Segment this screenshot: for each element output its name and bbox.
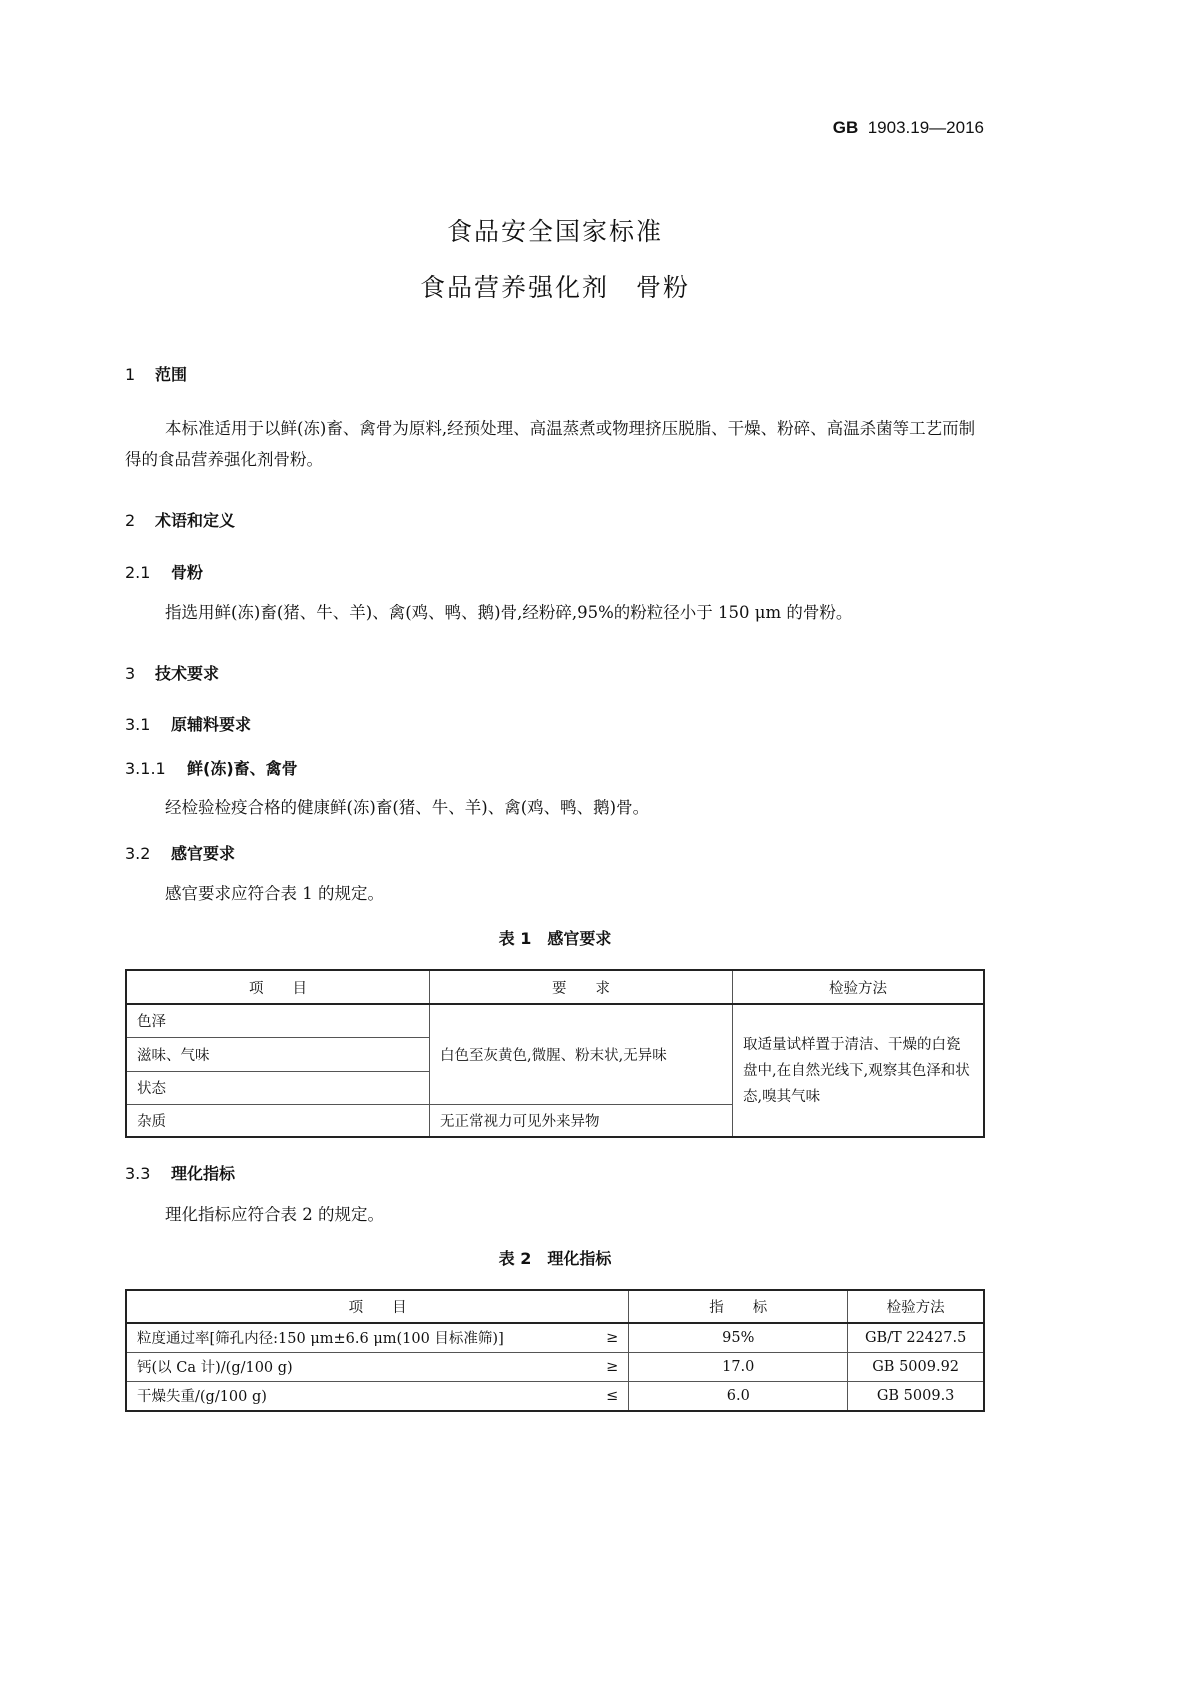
- table-cell: GB 5009.92: [848, 1352, 984, 1381]
- heading-1: 1 范围: [125, 365, 188, 384]
- paragraph-physchem: 理化指标应符合表 2 的规定。: [165, 1205, 384, 1224]
- table1-caption: 表 1 感官要求: [498, 929, 612, 948]
- heading-3-3: 3.3 理化指标: [125, 1164, 236, 1183]
- heading-3-1-1: 3.1.1 鲜(冻)畜、禽骨: [125, 759, 298, 778]
- table-cell: 无正常视力可见外来异物: [430, 1104, 733, 1137]
- table-cell: GB 5009.3: [848, 1381, 984, 1411]
- table-cell: ≥: [590, 1352, 629, 1381]
- document-subtitle: 食品营养强化剂 骨粉: [419, 273, 690, 302]
- table-cell: 白色至灰黄色,微腥、粉末状,无异味: [430, 1004, 733, 1104]
- table-cell: 色泽: [126, 1004, 430, 1037]
- table-header: 指 标: [629, 1290, 848, 1323]
- table-cell: 17.0: [629, 1352, 848, 1381]
- table-cell: ≥: [590, 1323, 629, 1352]
- table-header: 要 求: [430, 970, 733, 1004]
- table-header: 检验方法: [733, 970, 985, 1004]
- table-cell: 滋味、气味: [126, 1037, 430, 1071]
- table-physchem: [125, 1289, 985, 1412]
- table-row: [126, 1352, 984, 1381]
- table2-caption: 表 2 理化指标: [498, 1249, 612, 1268]
- standard-number: GB 1903.19—2016: [832, 118, 984, 137]
- heading-3: 3 技术要求: [125, 664, 220, 683]
- table-cell: 干燥失重/(g/100 g): [126, 1381, 590, 1411]
- paragraph-sensory: 感官要求应符合表 1 的规定。: [165, 884, 384, 903]
- table-cell: 95%: [629, 1323, 848, 1352]
- table-cell: 钙(以 Ca 计)/(g/100 g): [126, 1352, 590, 1381]
- table-row: [126, 1323, 984, 1352]
- table-cell: ≤: [590, 1381, 629, 1411]
- heading-3-2: 3.2 感官要求: [125, 844, 236, 863]
- table-header: 项 目: [126, 970, 430, 1004]
- table-cell: 状态: [126, 1071, 430, 1104]
- paragraph-scope: 本标准适用于以鲜(冻)畜、禽骨为原料,经预处理、高温蒸煮或物理挤压脱脂、干燥、粉碎、高温杀菌等工艺而制得的食品营养强化剂骨粉。: [125, 419, 976, 469]
- table-cell: 取适量试样置于清洁、干燥的白瓷盘中,在自然光线下,观察其色泽和状态,嗅其气味: [733, 1004, 985, 1137]
- table-cell: 杂质: [126, 1104, 430, 1137]
- paragraph-definition: 指选用鲜(冻)畜(猪、牛、羊)、禽(鸡、鸭、鹅)骨,经粉碎,95%的粉粒径小于 150 μm 的骨粉。: [165, 603, 853, 622]
- paragraph-raw-material: 经检验检疫合格的健康鲜(冻)畜(猪、牛、羊)、禽(鸡、鸭、鹅)骨。: [165, 798, 650, 817]
- table-row: [126, 1381, 984, 1411]
- table-header: 检验方法: [848, 1290, 984, 1323]
- heading-2-1: 2.1 骨粉: [125, 563, 204, 582]
- table-header: 项 目: [126, 1290, 629, 1323]
- heading-2: 2 术语和定义: [125, 511, 236, 530]
- table-cell: GB/T 22427.5: [848, 1323, 984, 1352]
- table-cell: 粒度通过率[筛孔内径:150 μm±6.6 μm(100 目标准筛)]: [126, 1323, 590, 1352]
- table-cell: 6.0: [629, 1381, 848, 1411]
- document-title: 食品安全国家标准: [446, 217, 663, 246]
- table-sensory: [125, 969, 985, 1138]
- heading-3-1: 3.1 原辅料要求: [125, 715, 252, 734]
